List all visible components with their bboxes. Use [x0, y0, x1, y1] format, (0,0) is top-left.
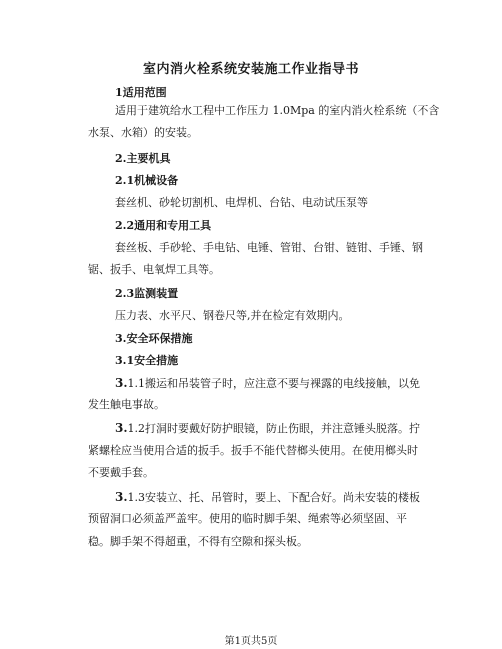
paragraph-general-tools-line-1: 套丝板、手砂轮、手电钻、电锤、管钳、台钳、链钳、手锤、钢	[115, 241, 423, 254]
paragraph-3-1-3-line-3: 稳。脚手架不得超重，不得有空隙和探头板。	[88, 535, 308, 548]
paragraph-3-1-1-line-2: 发生触电事故。	[88, 398, 165, 411]
paragraph-3-1-1-line-1	[115, 376, 420, 391]
document-title: 室内消火栓系统安装施工作业指导书	[142, 62, 359, 77]
section-heading-scope: 1适用范围	[115, 86, 167, 99]
section-heading-safety: 3.安全环保措施	[115, 332, 193, 345]
paragraph-3-1-2-line-2: 紧螺栓应当使用合适的扳手。扳手不能代替榔头使用。在使用榔头时	[88, 444, 418, 457]
paragraph-3-1-2-line-1	[115, 421, 420, 436]
paragraph-lead-number: 3.	[115, 421, 128, 435]
paragraph-text: 1.1搬运和吊装管子时，应注意不要与裸露的电线接触，以免	[127, 377, 421, 390]
paragraph-scope-line-2: 水泵、水箱）的安装。	[88, 126, 198, 139]
paragraph-lead-number: 3.	[115, 376, 128, 390]
paragraph-monitoring: 压力表、水平尺、钢卷尺等,并在检定有效期内。	[115, 309, 350, 322]
paragraph-3-1-2-line-3: 不要戴手套。	[88, 466, 154, 479]
paragraph-3-1-3-line-1	[115, 490, 420, 505]
paragraph-text: 1.3安装立、托、吊管时，要上、下配合好。尚未安装的楼板	[127, 491, 421, 504]
subsection-heading-safety-measures: 3.1安全措施	[115, 354, 179, 367]
section-heading-tools: 2.主要机具	[115, 152, 171, 165]
page-footer: 第1页共5页	[224, 636, 278, 647]
paragraph-text: 1.2打洞时要戴好防护眼镜，防止伤眼，并注意锤头脱落。拧	[127, 422, 421, 435]
paragraph-scope-line-1: 适用于建筑给水工程中工作压力 1.0Mpa 的室内消火栓系统（不含	[115, 104, 440, 117]
paragraph-lead-number: 3.	[115, 490, 128, 504]
paragraph-machinery: 套丝机、砂轮切割机、电焊机、台钻、电动试压泵等	[115, 196, 368, 209]
subsection-heading-monitoring: 2.3监测装置	[115, 287, 179, 300]
paragraph-general-tools-line-2: 锯、扳手、电氧焊工具等。	[88, 263, 220, 276]
paragraph-3-1-3-line-2: 预留洞口必须盖严盖牢。使用的临时脚手架、绳索等必须坚固、平	[88, 512, 407, 525]
subsection-heading-general-tools: 2.2通用和专用工具	[115, 219, 212, 232]
subsection-heading-machinery: 2.1机械设备	[115, 174, 179, 187]
